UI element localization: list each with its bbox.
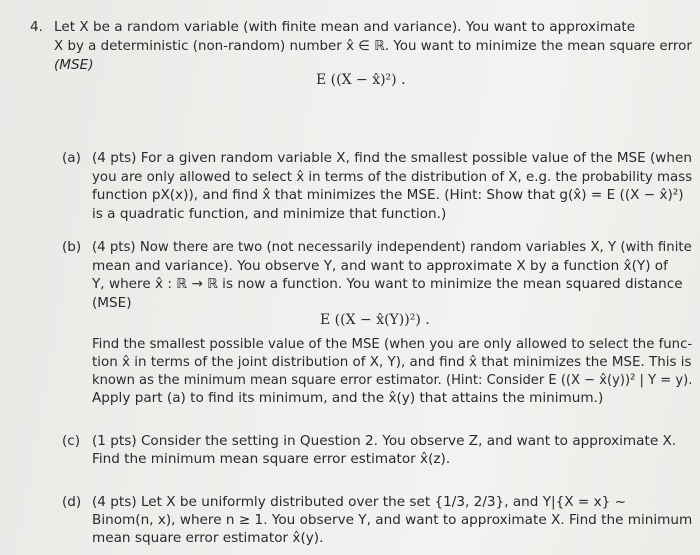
part-a-line-1: (4 pts) For a given random variable X, find the smallest possible value of the MSE (when (92, 150, 692, 166)
part-c-line-1: (1 pts) Consider the setting in Question 2. You observe Z, and want to approximate X. (92, 433, 677, 449)
part-b-line-2: mean and variance). You observe Y, and want to approximate X by a function x̂(Y) of (92, 258, 668, 274)
part-a-label: (a) (62, 150, 81, 166)
part-c-line-2: Find the minimum mean square error estimator x̂(z). (92, 451, 451, 467)
part-b-line-6: tion x̂ in terms of the joint distribution of X, Y), and find x̂ that minimizes the MSE. This is (92, 354, 692, 370)
mse-formula: E ((X − x̂)²) . (316, 72, 406, 88)
part-b-line-4: (MSE) (92, 295, 132, 311)
part-b-line-1: (4 pts) Now there are two (not necessarily independent) random variables X, Y (with finite (92, 239, 692, 255)
part-b-line-7: known as the minimum mean square error estimator. (Hint: Consider E ((X − x̂(y))² | Y = y). (92, 372, 693, 388)
problem-number: 4. (30, 19, 43, 35)
problem-intro-line-2: X by a deterministic (non-random) number x̂ ∈ ℝ. You want to minimize the mean square error (54, 38, 692, 54)
part-b-line-5: Find the smallest possible value of the MSE (when you are only allowed to select the func- (92, 336, 693, 352)
part-b-line-3: Y, where x̂ : ℝ → ℝ is now a function. You want to minimize the mean squared distance (92, 276, 683, 292)
part-b-formula: E ((X − x̂(Y))²) . (320, 312, 430, 328)
part-d-label: (d) (62, 494, 82, 510)
part-c-label: (c) (62, 433, 81, 449)
problem-intro-line-1: Let X be a random variable (with finite mean and variance). You want to approximate (54, 19, 636, 35)
part-b-label: (b) (62, 239, 82, 255)
problem-intro-line-3: (MSE) (54, 57, 94, 73)
part-d-line-2: Binom(n, x), where n ≥ 1. You observe Y, and want to approximate X. Find the minimum (92, 512, 693, 528)
part-a-line-3: function pX(x)), and find x̂ that minimizes the MSE. (Hint: Show that g(x̂) = E ((X − x̂)²) (92, 187, 684, 203)
part-a-line-2: you are only allowed to select x̂ in terms of the distribution of X, e.g. the probability mass (92, 169, 693, 185)
part-d-line-1: (4 pts) Let X be uniformly distributed over the set {1/3, 2/3}, and Y|{X = x} ~ (92, 494, 627, 510)
part-d-line-3: mean square error estimator x̂(y). (92, 530, 324, 546)
part-b-line-8: Apply part (a) to find its minimum, and the x̂(y) that attains the minimum.) (92, 390, 604, 406)
part-a-line-4: is a quadratic function, and minimize that function.) (92, 206, 447, 222)
